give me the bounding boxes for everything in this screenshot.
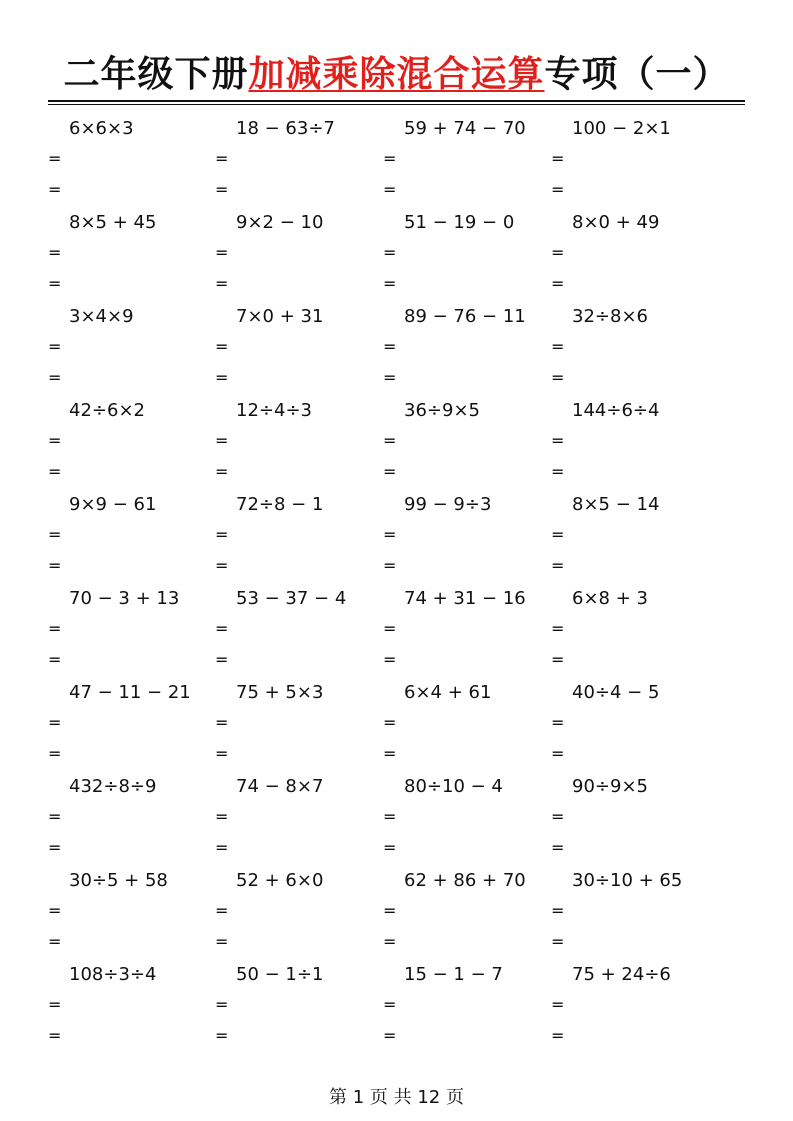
answer-line-1: = [48,243,62,262]
answer-line-2: = [383,744,397,763]
problem-expression: 50 − 1÷1 [236,964,324,985]
problem-item [215,494,383,588]
answer-line-1: = [215,243,229,262]
problem-expression: 12÷4÷3 [236,400,312,421]
answer-line-1: = [48,525,62,544]
answer-line-2: = [48,180,62,199]
answer-line-2: = [215,180,229,199]
answer-line-1: = [383,995,397,1014]
problem-expression: 30÷5 + 58 [69,870,168,891]
problem-expression: 36÷9×5 [404,400,480,421]
problem-item [383,588,551,682]
problem-expression: 99 − 9÷3 [404,494,492,515]
problem-expression: 9×2 − 10 [236,212,324,233]
answer-line-1: = [551,243,565,262]
answer-line-2: = [215,556,229,575]
problem-item [383,118,551,212]
problem-expression: 75 + 5×3 [236,682,324,703]
answer-line-2: = [551,838,565,857]
answer-line-1: = [551,525,565,544]
answer-line-2: = [215,650,229,669]
answer-line-2: = [48,274,62,293]
problem-item [551,494,719,588]
answer-line-1: = [551,337,565,356]
answer-line-1: = [551,713,565,732]
answer-line-2: = [551,744,565,763]
problem-expression: 74 − 8×7 [236,776,324,797]
problem-item [551,682,719,776]
answer-line-2: = [551,556,565,575]
answer-line-2: = [215,274,229,293]
problem-item [215,306,383,400]
problem-expression: 8×5 + 45 [69,212,157,233]
problem-item [551,212,719,306]
answer-line-1: = [48,901,62,920]
answer-line-1: = [551,431,565,450]
problem-expression: 30÷10 + 65 [572,870,683,891]
problem-expression: 89 − 76 − 11 [404,306,526,327]
problem-item [215,588,383,682]
answer-line-2: = [383,838,397,857]
answer-line-2: = [551,180,565,199]
problem-expression: 8×5 − 14 [572,494,660,515]
answer-line-2: = [48,462,62,481]
answer-line-2: = [215,368,229,387]
problem-item [383,964,551,1058]
answer-line-2: = [48,1026,62,1045]
answer-line-1: = [383,149,397,168]
problem-expression: 6×6×3 [69,118,134,139]
problem-expression: 53 − 37 − 4 [236,588,347,609]
problem-expression: 18 − 63÷7 [236,118,335,139]
title-topic: 加减乘除混合运算 [248,54,545,95]
problem-expression: 90÷9×5 [572,776,648,797]
problem-expression: 47 − 11 − 21 [69,682,191,703]
answer-line-1: = [383,243,397,262]
answer-line-2: = [551,932,565,951]
problem-item [551,870,719,964]
problem-item [48,212,216,306]
problem-expression: 144÷6÷4 [572,400,660,421]
problem-item [215,212,383,306]
problem-expression: 80÷10 − 4 [404,776,503,797]
answer-line-2: = [551,368,565,387]
problem-expression: 7×0 + 31 [236,306,324,327]
answer-line-2: = [383,180,397,199]
answer-line-2: = [215,838,229,857]
answer-line-2: = [215,462,229,481]
answer-line-1: = [215,149,229,168]
answer-line-1: = [383,337,397,356]
answer-line-2: = [383,274,397,293]
problem-expression: 75 + 24÷6 [572,964,671,985]
answer-line-2: = [48,368,62,387]
problem-expression: 59 + 74 − 70 [404,118,526,139]
answer-line-1: = [215,807,229,826]
answer-line-2: = [383,932,397,951]
answer-line-1: = [383,713,397,732]
problem-item [215,682,383,776]
problem-item [383,682,551,776]
problem-item [383,212,551,306]
problem-expression: 6×4 + 61 [404,682,492,703]
problem-expression: 72÷8 − 1 [236,494,324,515]
problem-expression: 108÷3÷4 [69,964,157,985]
answer-line-2: = [383,462,397,481]
answer-line-1: = [551,901,565,920]
answer-line-1: = [215,337,229,356]
problem-expression: 40÷4 − 5 [572,682,660,703]
answer-line-2: = [383,650,397,669]
problem-item [551,776,719,870]
answer-line-1: = [48,337,62,356]
problem-item [215,118,383,212]
answer-line-2: = [383,1026,397,1045]
problem-item [48,306,216,400]
problem-expression: 9×9 − 61 [69,494,157,515]
problem-item [215,400,383,494]
answer-line-2: = [215,744,229,763]
answer-line-1: = [215,619,229,638]
answer-line-1: = [215,431,229,450]
answer-line-1: = [551,149,565,168]
page-footer: 第 1 页 共 12 页 [329,1087,464,1108]
answer-line-1: = [383,901,397,920]
answer-line-2: = [48,838,62,857]
problem-expression: 74 + 31 − 16 [404,588,526,609]
title-suffix: 专项（一） [544,54,730,95]
answer-line-2: = [48,744,62,763]
problem-item [551,118,719,212]
answer-line-1: = [383,619,397,638]
answer-line-2: = [48,932,62,951]
answer-line-1: = [48,619,62,638]
problem-item [383,776,551,870]
problem-item [48,400,216,494]
problem-expression: 8×0 + 49 [572,212,660,233]
problem-expression: 6×8 + 3 [572,588,648,609]
problem-expression: 51 − 19 − 0 [404,212,515,233]
problem-item [215,964,383,1058]
answer-line-2: = [383,556,397,575]
problem-item [48,964,216,1058]
answer-line-1: = [48,713,62,732]
problem-item [48,682,216,776]
problem-item [48,588,216,682]
answer-line-1: = [215,901,229,920]
problem-item [551,400,719,494]
problem-expression: 3×4×9 [69,306,134,327]
answer-line-1: = [383,431,397,450]
problem-item [551,964,719,1058]
answer-line-1: = [48,995,62,1014]
problem-item [551,306,719,400]
problem-item [215,870,383,964]
answer-line-1: = [48,431,62,450]
answer-line-1: = [383,525,397,544]
answer-line-2: = [551,1026,565,1045]
answer-line-1: = [215,995,229,1014]
problem-expression: 100 − 2×1 [572,118,671,139]
title-grade: 二年级下册 [63,54,249,95]
answer-line-2: = [48,556,62,575]
problem-expression: 42÷6×2 [69,400,145,421]
problem-item [383,400,551,494]
problem-item [215,776,383,870]
answer-line-1: = [551,995,565,1014]
answer-line-2: = [215,1026,229,1045]
problem-item [383,870,551,964]
answer-line-2: = [383,368,397,387]
problem-item [48,870,216,964]
problem-expression: 15 − 1 − 7 [404,964,503,985]
answer-line-1: = [551,619,565,638]
problem-expression: 70 − 3 + 13 [69,588,180,609]
problem-item [383,306,551,400]
problem-item [48,494,216,588]
answer-line-1: = [48,807,62,826]
answer-line-1: = [215,713,229,732]
problem-expression: 32÷8×6 [572,306,648,327]
answer-line-2: = [551,462,565,481]
answer-line-1: = [383,807,397,826]
answer-line-2: = [48,650,62,669]
answer-line-1: = [48,149,62,168]
answer-line-2: = [551,650,565,669]
problem-expression: 432÷8÷9 [69,776,157,797]
problem-item [48,776,216,870]
problem-expression: 52 + 6×0 [236,870,324,891]
answer-line-2: = [551,274,565,293]
answer-line-1: = [215,525,229,544]
problem-item [383,494,551,588]
problem-item [48,118,216,212]
answer-line-2: = [215,932,229,951]
problem-item [551,588,719,682]
answer-line-1: = [551,807,565,826]
problem-expression: 62 + 86 + 70 [404,870,526,891]
